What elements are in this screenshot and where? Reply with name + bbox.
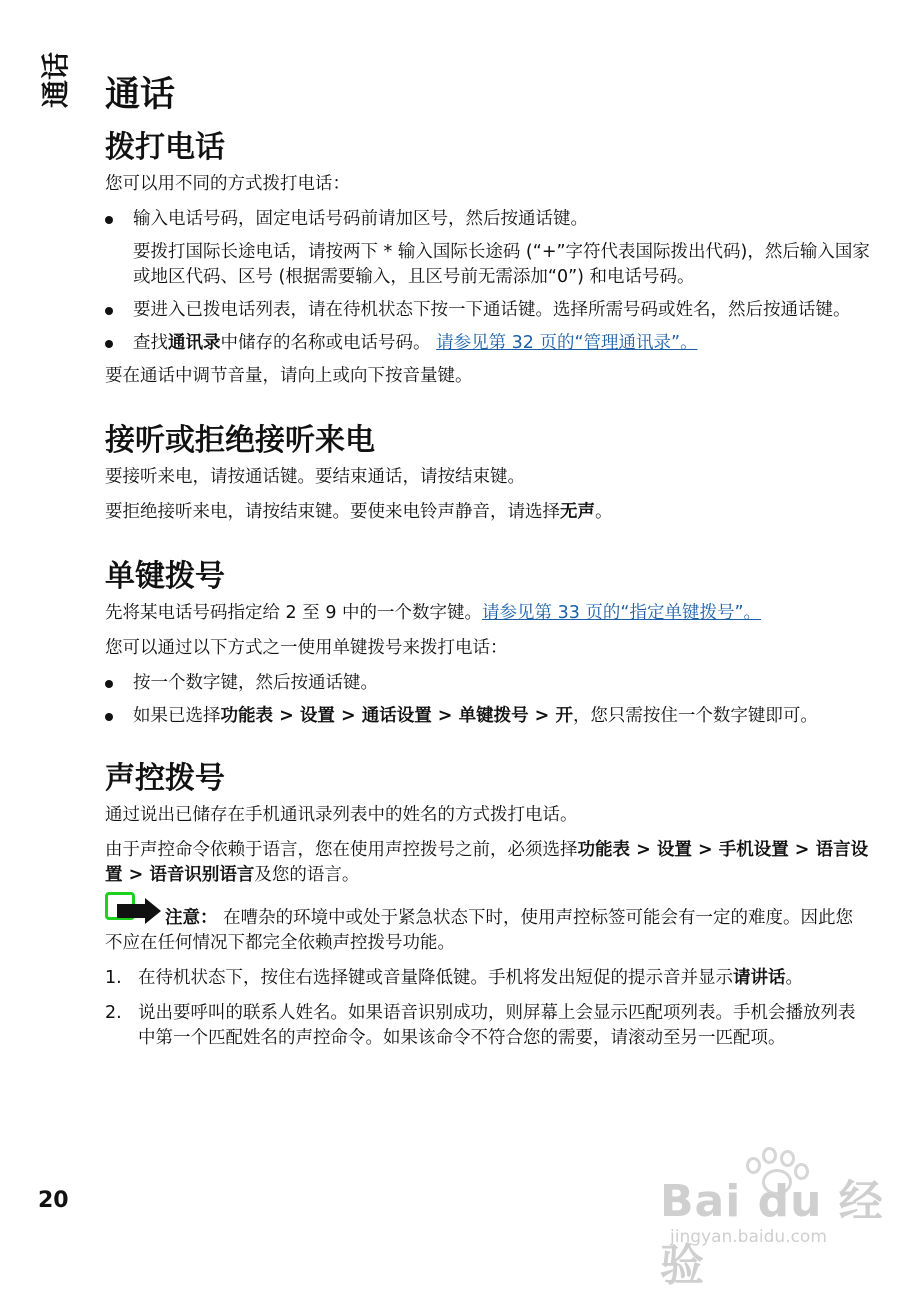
prompt-speak: 请讲话 xyxy=(733,968,786,988)
page-content xyxy=(105,72,870,1061)
watermark-url: jingyan.baidu.com xyxy=(670,1227,827,1247)
speed-bullet-1: 按一个数字键，然后按通话键。 xyxy=(105,671,870,696)
bullet-dot-icon xyxy=(105,713,113,721)
voice-step-1: 1. 在待机状态下，按住右选择键或音量降低键。手机将发出短促的提示音并显示请讲话。 xyxy=(105,968,803,988)
dial-bullet-2: 要进入已拨电话列表，请在待机状态下按一下通话键。选择所需号码或姓名，然后按通话键。 xyxy=(105,298,870,323)
page-title: 通话 xyxy=(105,75,176,115)
voice-text-2: 由于声控命令依赖于语言，您在使用声控拨号之前，必须选择功能表 > 设置 > 手机设置 > 语言设置 > 语音识别语言及您的语言。 xyxy=(105,840,869,885)
dial-intro: 您可以用不同的方式拨打电话： xyxy=(105,174,350,194)
voice-text-1: 通过说出已储存在手机通讯录列表中的姓名的方式拨打电话。 xyxy=(105,805,578,825)
watermark-text: Bai du 经验 xyxy=(660,1176,884,1291)
note-label: 注意： xyxy=(165,908,218,928)
section-heading-voice-dial: 声控拨号 xyxy=(105,761,225,796)
speed-dial-page-link[interactable]: 请参见第 33 页的“指定单键拨号”。 xyxy=(482,603,762,623)
watermark xyxy=(660,1145,900,1291)
bullet-dot-icon xyxy=(105,340,113,348)
section-heading-dial: 拨打电话 xyxy=(105,130,225,165)
side-tab-label: 通话 xyxy=(39,51,72,108)
speed-dial-text-1: 先将某电话号码指定给 2 至 9 中的一个数字键。请参见第 33 页的“指定单键拨号”。 xyxy=(105,603,762,623)
note-arrow-icon xyxy=(105,892,165,932)
speed-bullet-2: 如果已选择功能表 > 设置 > 通话设置 > 单键拨号 > 开，您只需按住一个数字键即可。 xyxy=(105,704,870,729)
side-tab xyxy=(30,40,70,110)
note-block xyxy=(105,906,870,956)
answer-text-1: 要接听来电，请按通话键。要结束通话，请按结束键。 xyxy=(105,467,525,487)
dial-bullet-3: 查找通讯录中储存的名称或电话号码。 请参见第 32 页的“管理通讯录”。 xyxy=(105,331,870,356)
speed-dial-text-2: 您可以通过以下方式之一使用单键拨号来拨打电话： xyxy=(105,638,508,658)
bullet-dot-icon xyxy=(105,680,113,688)
answer-text-2: 要拒绝接听来电，请按结束键。要使来电铃声静音，请选择无声。 xyxy=(105,502,613,522)
section-heading-answer: 接听或拒绝接听来电 xyxy=(105,423,375,458)
contacts-page-link[interactable]: 请参见第 32 页的“管理通讯录”。 xyxy=(436,333,698,353)
menu-contacts: 通讯录 xyxy=(168,333,221,353)
bullet-dot-icon xyxy=(105,216,113,224)
volume-text: 要在通话中调节音量，请向上或向下按音量键。 xyxy=(105,366,473,386)
note-text: 在嘈杂的环境中或处于紧急状态下时，使用声控标签可能会有一定的难度。因此您不应在任何情况下都完全依赖声控拨号功能。 xyxy=(105,908,854,953)
voice-step-2: 2. 说出要呼叫的联系人姓名。如果语音识别成功，则屏幕上会显示匹配项列表。手机会播放列表中第一个匹配姓名的声控命令。如果该命令不符合您的需要，请滚动至另一匹配项。 xyxy=(105,1003,856,1048)
section-heading-speed-dial: 单键拨号 xyxy=(105,559,225,594)
bullet-dot-icon xyxy=(105,307,113,315)
dial-bullet-1-detail: 要拨打国际长途电话，请按两下 * 输入国际长途码 (“+”字符代表国际拨出代码)，然后输入国家或地区代码、区号 (根据需要输入，且区号前无需添加“0”) 和电话号码。 xyxy=(133,242,870,287)
option-silent: 无声 xyxy=(560,502,595,522)
dial-bullet-1: 输入电话号码，固定电话号码前请加区号，然后按通话键。 xyxy=(105,207,870,232)
page-number: 20 xyxy=(38,1188,69,1213)
